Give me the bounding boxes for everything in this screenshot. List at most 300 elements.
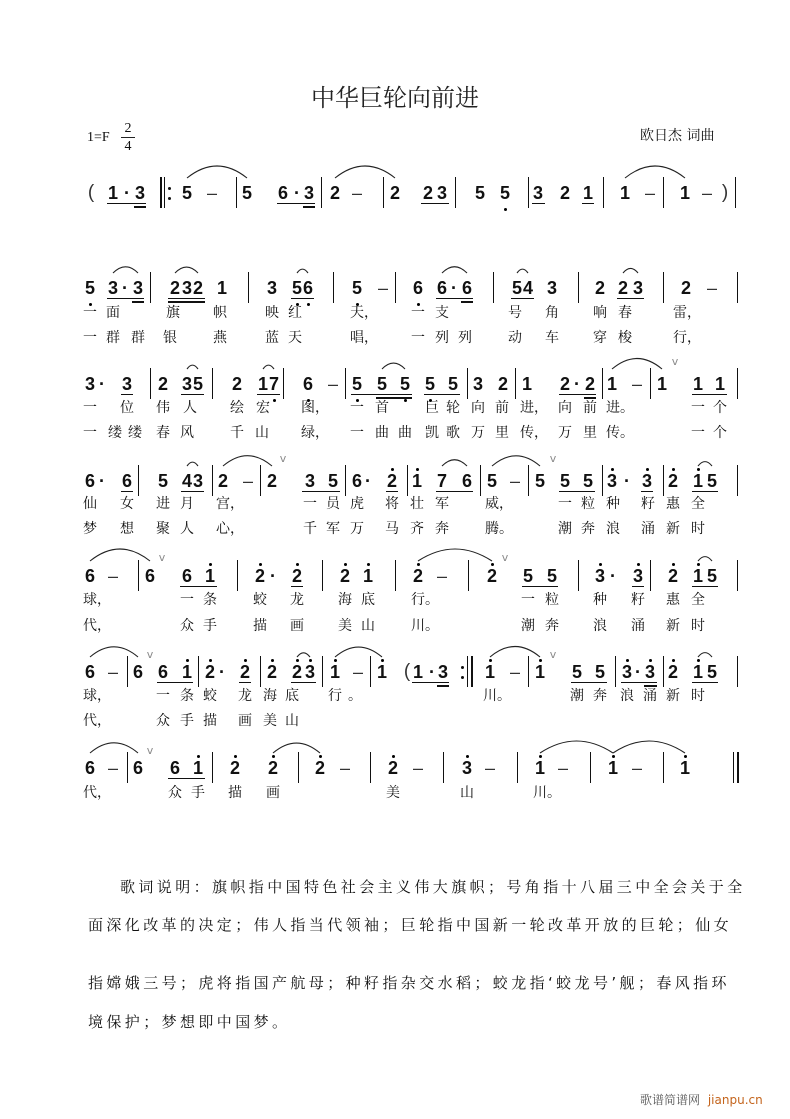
barline [322, 560, 323, 591]
note-digit: 5 [486, 471, 498, 491]
lyric-syllable: 万 [558, 425, 572, 441]
lyric-syllable: 进。 [606, 400, 634, 416]
note-digit: 2 [422, 183, 434, 203]
note-digit: 3 [594, 566, 606, 586]
beam-underline [303, 206, 315, 208]
barline [737, 560, 738, 591]
lyric-syllable: 一 [350, 425, 364, 441]
barline [737, 272, 738, 303]
note-digit: 1 [606, 374, 618, 394]
lyric-syllable: 一 [303, 496, 317, 512]
barline [602, 465, 603, 496]
note-digit: 1 [362, 566, 374, 586]
time-signature-denominator: 4 [124, 139, 132, 154]
lyric-syllable: 川。 [411, 618, 439, 634]
note-digit: 1 [692, 662, 704, 682]
barline [298, 752, 299, 783]
note-digit: 2 [667, 662, 679, 682]
beam-underline [351, 394, 412, 396]
beam-underline [692, 394, 727, 396]
note-digit: 1 [679, 758, 691, 778]
note-digit: 5 [241, 183, 253, 203]
lyric-syllable: 代， [83, 785, 111, 801]
note-digit: 2 [254, 566, 266, 586]
octave-dot-above [271, 659, 274, 662]
rhythm-dot: · [624, 471, 630, 491]
beam-underline [302, 491, 340, 493]
barline [737, 368, 738, 399]
lyric-syllable: 奔 [545, 618, 559, 634]
beam-underline [511, 298, 534, 300]
note-digit: 1 [181, 662, 193, 682]
lyric-syllable: 底 [285, 688, 299, 704]
rhythm-dot: · [365, 471, 371, 491]
lyric-syllable: 春 [618, 305, 632, 321]
octave-dot-above [319, 755, 322, 758]
lyric-syllable: 一 [521, 592, 535, 608]
note-digit: 4 [522, 278, 534, 298]
sustain-dash: – [107, 758, 119, 778]
note-digit: 7 [268, 374, 280, 394]
lyric-syllable: 向 [558, 400, 572, 416]
repeat-end-barline [467, 656, 468, 687]
note-digit: 3 [644, 662, 656, 682]
barline [370, 656, 371, 687]
time-signature-numerator: 2 [121, 120, 135, 138]
beam-underline [436, 491, 473, 493]
lyric-syllable: 行 [328, 688, 342, 704]
lyric-syllable: 伟 [156, 400, 170, 416]
lyric-syllable: 球， [83, 688, 111, 704]
note-digit: 5 [571, 662, 583, 682]
beam-underline [277, 203, 315, 205]
note-digit: 1 [534, 662, 546, 682]
repeat-dot [461, 676, 464, 679]
lyric-syllable: 潮 [521, 618, 535, 634]
rhythm-dot: · [429, 662, 435, 682]
lyric-syllable: 燕 [213, 330, 227, 346]
rhythm-dot: · [124, 183, 130, 203]
note-digit: 1 [534, 758, 546, 778]
barline [737, 656, 738, 687]
barline [528, 465, 529, 496]
note-digit: 6 [84, 758, 96, 778]
lyric-syllable: 一 [691, 400, 705, 416]
rhythm-dot: · [294, 183, 300, 203]
sustain-dash: – [557, 758, 569, 778]
note-digit: 6 [84, 566, 96, 586]
sustain-dash: – [339, 758, 351, 778]
lyric-syllable: 山 [361, 618, 375, 634]
note-digit: 2 [267, 758, 279, 778]
note-digit: 5 [706, 662, 718, 682]
octave-dot-above [309, 659, 312, 662]
note-digit: 3 [606, 471, 618, 491]
octave-dot-above [234, 755, 237, 758]
octave-dot-above [186, 659, 189, 662]
note-digit: 2 [217, 471, 229, 491]
beam-underline [157, 682, 193, 684]
note-digit: 5 [351, 374, 363, 394]
octave-dot-above [611, 468, 614, 471]
sustain-dash: – [631, 758, 643, 778]
lyric-syllable: 前 [495, 400, 509, 416]
octave-dot-above [672, 468, 675, 471]
lyric-syllable: 画 [238, 713, 252, 729]
note-digit: 2 [192, 278, 204, 298]
beam-underline [239, 682, 251, 684]
lyric-syllable: 全 [691, 592, 705, 608]
sustain-dash: – [706, 278, 718, 298]
barline [198, 656, 199, 687]
repeat-end-barline [471, 656, 473, 687]
octave-dot-above [697, 563, 700, 566]
lyric-syllable: 描 [253, 618, 267, 634]
barline [528, 177, 529, 208]
breath-mark: v [549, 452, 557, 465]
beam-underline [424, 394, 460, 396]
note-digit: 3 [84, 374, 96, 394]
lyric-syllable: 奔 [435, 521, 449, 537]
note-digit: 3 [192, 471, 204, 491]
octave-dot-above [344, 563, 347, 566]
note-digit: 5 [594, 662, 606, 682]
lyrics-explanation-line: 境保护；梦想即中国梦。 [88, 1013, 291, 1031]
lyric-syllable: 一 [83, 400, 97, 416]
lyric-syllable: 蛟 [203, 688, 217, 704]
beam-underline [180, 586, 217, 588]
beam-underline [692, 586, 718, 588]
lyric-syllable: 宫， [216, 496, 244, 512]
beam-underline [168, 301, 205, 303]
barline [345, 368, 346, 399]
lyric-syllable: 千 [303, 521, 317, 537]
note-digit: 2 [169, 278, 181, 298]
lyric-syllable: 众 [168, 785, 182, 801]
barline [663, 272, 664, 303]
lyric-syllable: 画 [266, 785, 280, 801]
barline [322, 656, 323, 687]
note-digit: 3 [472, 374, 484, 394]
lyric-syllable: 缕 [128, 425, 142, 441]
barline [578, 272, 579, 303]
note-digit: 3 [621, 662, 633, 682]
barline [150, 272, 151, 303]
lyric-syllable: 一 [558, 496, 572, 512]
lyric-syllable: 海 [338, 592, 352, 608]
octave-dot-above [417, 563, 420, 566]
note-digit: 2 [389, 183, 401, 203]
note-digit: 1 [412, 662, 424, 682]
octave-dot-below [504, 208, 507, 211]
barline [212, 368, 213, 399]
lyric-syllable: 传。 [606, 425, 634, 441]
breath-mark: v [671, 355, 679, 368]
beam-underline [559, 491, 595, 493]
lyric-syllable: 轮 [446, 400, 460, 416]
lyric-syllable: 图， [301, 400, 329, 416]
note-digit: 6 [461, 471, 473, 491]
lyric-syllable: 绿， [301, 425, 329, 441]
note-digit: 6 [436, 278, 448, 298]
note-digit: 2 [667, 471, 679, 491]
beam-underline [168, 298, 205, 300]
barline [248, 272, 249, 303]
note-digit: 6 [302, 374, 314, 394]
beam-underline [386, 491, 398, 493]
note-digit: 2 [680, 278, 692, 298]
note-digit: 1 [411, 471, 423, 491]
note-digit: 2 [559, 374, 571, 394]
note-digit: 2 [314, 758, 326, 778]
note-digit: 5 [499, 183, 511, 203]
lyric-syllable: 位 [120, 400, 134, 416]
lyric-syllable: 万 [471, 425, 485, 441]
sustain-dash: – [644, 183, 656, 203]
lyric-syllable: 动 [508, 330, 522, 346]
note-digit: 1 [582, 183, 594, 203]
lyric-syllable: 川。 [483, 688, 511, 704]
sustain-dash: – [107, 566, 119, 586]
note-digit: 6 [277, 183, 289, 203]
lyric-syllable: 涌 [643, 688, 657, 704]
note-digit: 1 [714, 374, 726, 394]
note-digit: 2 [486, 566, 498, 586]
lyric-syllable: 前 [583, 400, 597, 416]
barline [602, 368, 603, 399]
lyric-syllable: 美 [386, 785, 400, 801]
rhythm-dot: · [122, 278, 128, 298]
lyric-syllable: 穿 [593, 330, 607, 346]
lyric-syllable: 潮 [558, 521, 572, 537]
barline [127, 656, 128, 687]
octave-dot-above [244, 659, 247, 662]
lyric-syllable: 万 [350, 521, 364, 537]
lyric-syllable: 川。 [533, 785, 561, 801]
note-digit: 6 [302, 278, 314, 298]
lyric-syllable: 支 [435, 305, 449, 321]
note-digit: 1 [484, 662, 496, 682]
lyric-syllable: 里 [495, 425, 509, 441]
lyric-syllable: 行。 [411, 592, 439, 608]
sustain-dash: – [412, 758, 424, 778]
note-digit: 3 [121, 374, 133, 394]
barline [395, 560, 396, 591]
lyric-syllable: 涌 [631, 618, 645, 634]
octave-dot-below [273, 399, 276, 402]
note-digit: 6 [181, 566, 193, 586]
barline [383, 177, 384, 208]
note-digit: 1 [192, 758, 204, 778]
note-digit: 2 [617, 278, 629, 298]
beam-underline [461, 301, 473, 303]
lyric-syllable: 群 [131, 330, 145, 346]
sustain-dash: – [484, 758, 496, 778]
note-digit: 5 [559, 471, 571, 491]
lyric-syllable: 时 [691, 618, 705, 634]
beam-underline [617, 298, 644, 300]
lyric-syllable: 月 [180, 496, 194, 512]
sustain-dash: – [327, 374, 339, 394]
lyric-syllable: 红 [288, 305, 302, 321]
lyric-syllable: 梭 [618, 330, 632, 346]
note-digit: 1 [329, 662, 341, 682]
repeat-dot [168, 187, 171, 190]
lyric-syllable: 一 [411, 330, 425, 346]
lyric-syllable: 粒 [581, 496, 595, 512]
barline [407, 465, 408, 496]
lyric-syllable: 腾。 [485, 521, 513, 537]
barline [578, 560, 579, 591]
beam-underline [107, 298, 144, 300]
note-digit: 6 [461, 278, 473, 298]
note-digit: 3 [437, 662, 449, 682]
note-digit: 3 [181, 374, 193, 394]
watermark-domain-link[interactable]: jianpu.cn [707, 1093, 763, 1107]
barline [127, 752, 128, 783]
note-digit: 6 [351, 471, 363, 491]
note-digit: 3 [304, 471, 316, 491]
barline [737, 465, 738, 496]
lyric-syllable: 进 [156, 496, 170, 512]
breath-mark: v [158, 551, 166, 564]
barline [603, 177, 604, 208]
beam-underline [181, 491, 204, 493]
note-digit: 1 [607, 758, 619, 778]
rhythm-dot: · [574, 374, 580, 394]
lyric-syllable: 雷， [673, 305, 701, 321]
rhythm-dot: · [451, 278, 457, 298]
lyric-syllable: 车 [545, 330, 559, 346]
beam-underline [181, 394, 204, 396]
barline [236, 177, 237, 208]
beam-underline [376, 397, 412, 399]
barline [138, 465, 139, 496]
watermark [640, 1093, 763, 1107]
note-digit: 5 [84, 278, 96, 298]
lyric-syllable: 新 [666, 618, 680, 634]
lyric-syllable: 。 [348, 688, 362, 704]
barline [493, 272, 494, 303]
note-digit: 5 [447, 374, 459, 394]
lyric-syllable: 绘 [230, 400, 244, 416]
barline [138, 560, 139, 591]
lyric-syllable: 传， [520, 425, 548, 441]
octave-dot-above [649, 659, 652, 662]
lyric-syllable: 进， [520, 400, 548, 416]
lyric-syllable: 众 [180, 618, 194, 634]
octave-dot-above [416, 468, 419, 471]
note-digit: 3 [304, 662, 316, 682]
barline [615, 656, 616, 687]
octave-dot-above [491, 563, 494, 566]
lyric-syllable: 手 [191, 785, 205, 801]
note-digit: 5 [582, 471, 594, 491]
beam-underline [644, 685, 657, 687]
note-digit: 7 [436, 471, 448, 491]
beam-underline [134, 206, 146, 208]
lyric-syllable: 向 [471, 400, 485, 416]
breath-mark: v [501, 551, 509, 564]
note-digit: 5 [399, 374, 411, 394]
note-digit: 1 [692, 471, 704, 491]
sustain-dash: – [701, 183, 713, 203]
lyric-syllable: 聚 [156, 521, 170, 537]
lyric-syllable: 军 [326, 521, 340, 537]
barline [528, 656, 529, 687]
lyric-syllable: 蓝 [265, 330, 279, 346]
lyric-syllable: 山 [460, 785, 474, 801]
lyric-syllable: 一 [83, 330, 97, 346]
lyric-syllable: 龙 [238, 688, 252, 704]
lyric-syllable: 女 [120, 496, 134, 512]
lyric-syllable: 面 [106, 305, 120, 321]
lyric-syllable: 列 [458, 330, 472, 346]
note-digit: 5 [534, 471, 546, 491]
lyric-syllable: 一 [83, 425, 97, 441]
lyric-syllable: 描 [228, 785, 242, 801]
octave-dot-above [209, 563, 212, 566]
lyric-syllable: 浪 [593, 618, 607, 634]
barline [283, 368, 284, 399]
final-barline [733, 752, 734, 783]
repeat-dot [168, 197, 171, 200]
lyric-syllable: 手 [180, 713, 194, 729]
barline [650, 368, 651, 399]
note-digit: 2 [239, 662, 251, 682]
lyric-syllable: 首 [375, 400, 389, 416]
note-digit: 3 [134, 183, 146, 203]
note-digit: 6 [84, 662, 96, 682]
barline [735, 177, 736, 208]
sustain-dash: – [509, 662, 521, 682]
octave-dot-above [637, 563, 640, 566]
note-digit: 5 [522, 566, 534, 586]
note-digit: 2 [339, 566, 351, 586]
lyric-syllable: 缕 [108, 425, 122, 441]
octave-dot-above [391, 468, 394, 471]
lyric-syllable: 描 [203, 713, 217, 729]
octave-dot-above [489, 659, 492, 662]
lyric-syllable: 美 [338, 618, 352, 634]
author-credit: 欧日杰 词曲 [640, 128, 715, 144]
lyric-syllable: 角 [545, 305, 559, 321]
octave-dot-above [697, 659, 700, 662]
beam-underline [257, 394, 280, 396]
lyric-syllable: 球， [83, 592, 111, 608]
note-digit: 2 [329, 183, 341, 203]
barline [370, 752, 371, 783]
watermark-site-name: 歌谱简谱网 [640, 1093, 701, 1107]
note-digit: 6 [412, 278, 424, 298]
rhythm-dot: · [99, 374, 105, 394]
lyric-syllable: 底 [361, 592, 375, 608]
lyric-syllable: 潮 [570, 688, 584, 704]
lyric-syllable: 映 [265, 305, 279, 321]
note-digit: 6 [169, 758, 181, 778]
key-signature: 1=F [87, 130, 110, 145]
note-digit: 1 [619, 183, 631, 203]
note-digit: 1 [376, 662, 388, 682]
beam-underline [121, 491, 133, 493]
lyric-syllable: 响 [593, 305, 607, 321]
note-digit: 6 [132, 662, 144, 682]
barline [517, 752, 518, 783]
barline [260, 656, 261, 687]
lyric-syllable: 歌 [446, 425, 460, 441]
rhythm-dot: · [635, 662, 641, 682]
octave-dot-above [209, 659, 212, 662]
